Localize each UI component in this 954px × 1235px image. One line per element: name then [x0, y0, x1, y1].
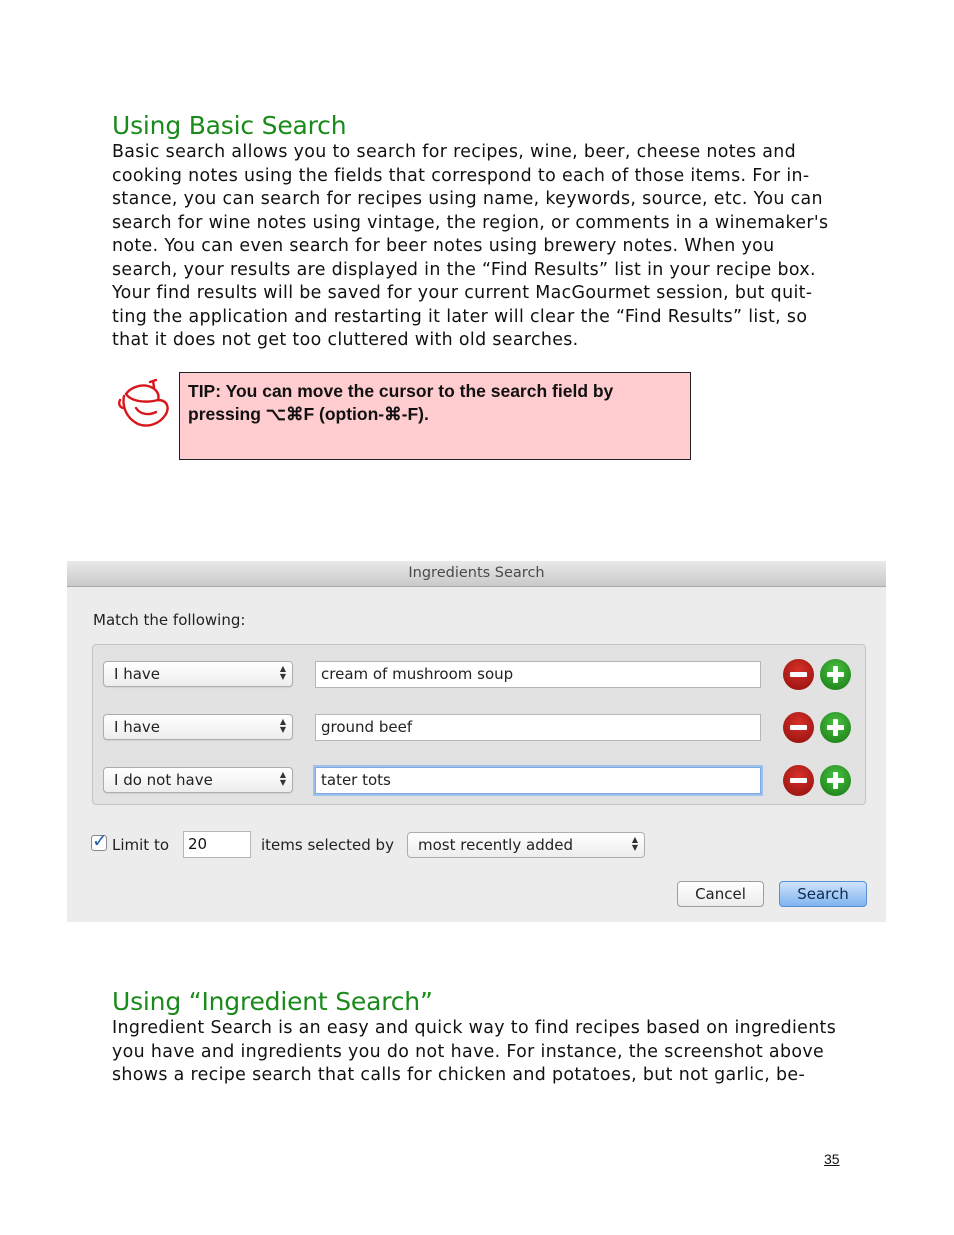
remove-row-button[interactable] [783, 712, 814, 743]
ingredient-field[interactable]: cream of mushroom soup [315, 661, 761, 688]
limit-checkbox[interactable] [91, 830, 108, 852]
paragraph-line: you have and ingredients you do not have. For instance, the screenshot above [112, 1041, 825, 1062]
paragraph-line: shows a recipe search that calls for chicken and potatoes, but not garlic, be- [112, 1065, 806, 1085]
add-row-button[interactable] [820, 765, 851, 796]
remove-row-button[interactable] [783, 659, 814, 690]
cancel-button[interactable]: Cancel [677, 881, 764, 907]
limit-row [89, 831, 869, 859]
add-row-button[interactable] [820, 659, 851, 690]
condition-label: I do not have [114, 771, 213, 789]
condition-popup[interactable] [103, 714, 293, 740]
basic-search-paragraph [112, 141, 842, 353]
ingredients-search-dialog [67, 561, 886, 922]
paragraph-line: Ingredient Search is an easy and quick way to find recipes based on ingredients [112, 1018, 837, 1038]
criteria-row [93, 661, 865, 689]
tip-line: pressing ⌥⌘F (option-⌘-F). [188, 404, 429, 424]
condition-popup[interactable] [103, 661, 293, 687]
items-selected-label: items selected by [261, 836, 394, 854]
paragraph-line: Your find results will be saved for your current MacGourmet session, but quit- [112, 283, 813, 303]
limit-label: Limit to [112, 836, 170, 854]
up-down-arrows-icon: ▲ ▼ [279, 664, 286, 681]
paragraph-line: search, your results are displayed in the “Find Results” list in your recipe box. [112, 259, 816, 280]
ingredient-field[interactable]: ground beef [315, 714, 761, 741]
paragraph-line: cooking notes using the fields that correspond to each of those items. For in- [112, 165, 810, 186]
tip-box [179, 372, 691, 460]
sort-popup[interactable] [407, 832, 645, 858]
up-down-arrows-icon: ▲ ▼ [279, 717, 286, 734]
sort-label: most recently added [418, 836, 573, 854]
match-label: Match the following: [93, 611, 246, 629]
criteria-box [92, 644, 866, 805]
minus-icon [790, 672, 807, 677]
criteria-row [93, 714, 865, 742]
section-heading-basic-search: Using Basic Search [112, 111, 347, 140]
search-button[interactable]: Search [779, 881, 867, 907]
paragraph-line: search for wine notes using vintage, the region, or comments in a winemaker's [112, 212, 829, 233]
section-heading-ingredient-search: Using “Ingredient Search” [112, 987, 433, 1016]
paragraph-line: ting the application and restarting it later will clear the “Find Results” list, so [112, 306, 808, 327]
condition-label: I have [114, 665, 160, 683]
paragraph-line: stance, you can search for recipes using name, keywords, source, etc. You can [112, 189, 823, 209]
cooking-pot-icon [116, 378, 172, 432]
ingredient-field[interactable]: tater tots [315, 767, 761, 794]
page-number: 35 [824, 1151, 840, 1167]
add-row-button[interactable] [820, 712, 851, 743]
checkmark-icon: ✓ [92, 830, 108, 852]
condition-popup[interactable] [103, 767, 293, 793]
up-down-arrows-icon: ▲ ▼ [631, 835, 638, 852]
minus-icon [790, 778, 807, 783]
criteria-row [93, 767, 865, 795]
paragraph-line: that it does not get too cluttered with old searches. [112, 330, 579, 350]
condition-label: I have [114, 718, 160, 736]
paragraph-line: note. You can even search for beer notes using brewery notes. When you [112, 236, 775, 256]
minus-icon [790, 725, 807, 730]
remove-row-button[interactable] [783, 765, 814, 796]
tip-line: TIP: You can move the cursor to the search field by [188, 381, 614, 401]
dialog-title: Ingredients Search [67, 561, 886, 587]
up-down-arrows-icon: ▲ ▼ [279, 770, 286, 787]
paragraph-line: Basic search allows you to search for recipes, wine, beer, cheese notes and [112, 142, 797, 162]
ingredient-search-paragraph [112, 1017, 842, 1088]
limit-count-field[interactable]: 20 [183, 831, 251, 858]
